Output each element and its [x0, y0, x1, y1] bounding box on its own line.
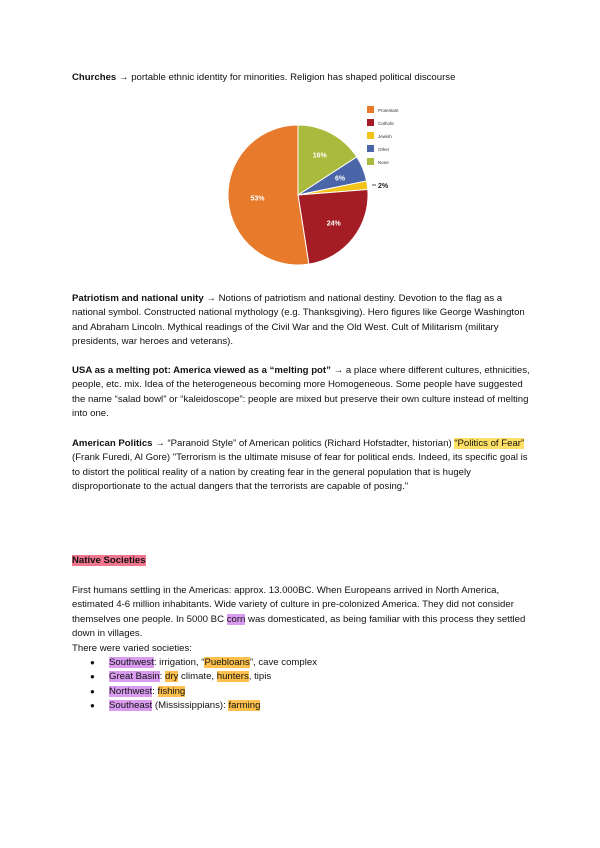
- southeast-label: Southeast: [109, 700, 153, 712]
- slice-label-jewish: 2%: [378, 183, 389, 190]
- varied-societies-intro: There were varied societies:: [72, 642, 192, 654]
- native-paragraph: [72, 584, 530, 642]
- societies-list: [72, 656, 530, 714]
- corn-highlight: corn: [226, 613, 246, 625]
- churches-paragraph: [72, 71, 530, 85]
- native-text-1: First humans settling in the Americas: approx. 13.000BC. When Europeans arrived in North America, estimated 4-6 million inhabitants. Wide variety of culture in pre-colonized America. They did not consider themselves one people. In 5000 BC: [72, 585, 514, 625]
- fishing-highlight: fishing: [157, 685, 186, 697]
- arrow: →: [206, 293, 216, 304]
- melting-pot-text: a place where different cultures, ethnicities, people, etc. mix. Idea of the heterogeneous becoming more Homogeneous. Some people have suggested the name “salad bowl” or “kaleidoscope”: people are mixed but preserve their own culture instead of melting into one.: [72, 365, 530, 420]
- politics-text-2: (Frank Furedi, Al Gore) "Terrorism is the ultimate misuse of fear for political ends. Indeed, its specific goal is to distort the political reality of a nation by creating fear in the general population that is hugely disproportionate to the actual dangers that the terrorists are capable of posing.": [72, 452, 528, 493]
- slice-label-catholic: 24%: [326, 220, 341, 228]
- southwest-text-c: ”, cave complex: [249, 657, 317, 669]
- great-basin-label: Great Basin: [109, 671, 160, 683]
- politics-of-fear-highlight: “Politics of Fear”: [454, 438, 525, 449]
- native-body: [72, 584, 530, 714]
- melting-pot-term: USA as a melting pot: America viewed as a “melting pot”: [72, 365, 331, 376]
- slice-label-other: 6%: [335, 175, 346, 183]
- legend-label-protestant: Protestant: [378, 108, 399, 113]
- melting-pot-paragraph: [72, 364, 530, 422]
- legend-label-catholic: Catholic: [378, 121, 395, 126]
- hunters-highlight: hunters: [216, 671, 249, 683]
- churches-text: portable ethnic identity for minorities. Religion has shaped political discourse: [131, 72, 456, 83]
- legend-swatch-other: [367, 145, 374, 152]
- puebloans-highlight: Puebloans: [204, 657, 250, 669]
- list-item: [72, 670, 530, 684]
- arrow: →: [118, 72, 129, 83]
- patriotism-paragraph: [72, 292, 530, 350]
- arrow: →: [155, 438, 165, 449]
- dry-highlight: dry: [165, 671, 179, 683]
- great-basin-text-c: climate,: [181, 671, 215, 683]
- legend-swatch-protestant: [367, 106, 374, 113]
- native-societies-heading: Native Societies: [72, 555, 146, 566]
- southeast-text-a: (Mississippians):: [154, 700, 226, 712]
- religion-pie-chart: [220, 100, 420, 270]
- arrow: →: [333, 365, 344, 376]
- patriotism-term: Patriotism and national unity: [72, 293, 204, 304]
- native-heading-block: [72, 554, 530, 568]
- politics-term: American Politics: [72, 438, 153, 449]
- legend-label-none: None: [378, 160, 389, 165]
- pie-slice-protestant: [228, 125, 309, 265]
- legend-swatch-none: [367, 158, 374, 165]
- patriotism-text: Notions of patriotism and national destiny. Devotion to the flag as a national symbol. Constructed national mythology (e.g. Thanksgiving). Hero figures like George Washington and Abraham Lincoln. Mythical readings of the Civil War and the Old West. Cult of Militarism (military presidents, war heroes and veterans).: [72, 293, 525, 348]
- legend-swatch-jewish: [367, 132, 374, 139]
- list-item: [72, 685, 530, 699]
- legend-label-other: Other: [378, 147, 390, 152]
- politics-paragraph: [72, 437, 530, 495]
- northwest-label: Northwest: [109, 685, 153, 697]
- southwest-label: Southwest: [109, 657, 154, 669]
- legend-swatch-catholic: [367, 119, 374, 126]
- list-item: [72, 699, 530, 713]
- list-item: [72, 656, 530, 670]
- legend-label-jewish: Jewish: [378, 134, 392, 139]
- northwest-text-a: :: [152, 685, 155, 697]
- slice-label-protestant: 53%: [250, 195, 265, 203]
- great-basin-text-e: , tipis: [248, 671, 272, 683]
- southwest-text-a: : irrigation, “: [153, 657, 205, 669]
- farming-highlight: farming: [228, 700, 261, 712]
- churches-term: Churches: [72, 72, 117, 83]
- native-text-2: was domesticated, as being familiar with this process they settled down in villages.: [72, 613, 526, 640]
- slice-label-none: 16%: [312, 152, 327, 160]
- politics-text-1: “Paranoid Style” of American politics (Richard Hofstadter, historian): [167, 438, 452, 449]
- great-basin-text-a: :: [159, 671, 163, 683]
